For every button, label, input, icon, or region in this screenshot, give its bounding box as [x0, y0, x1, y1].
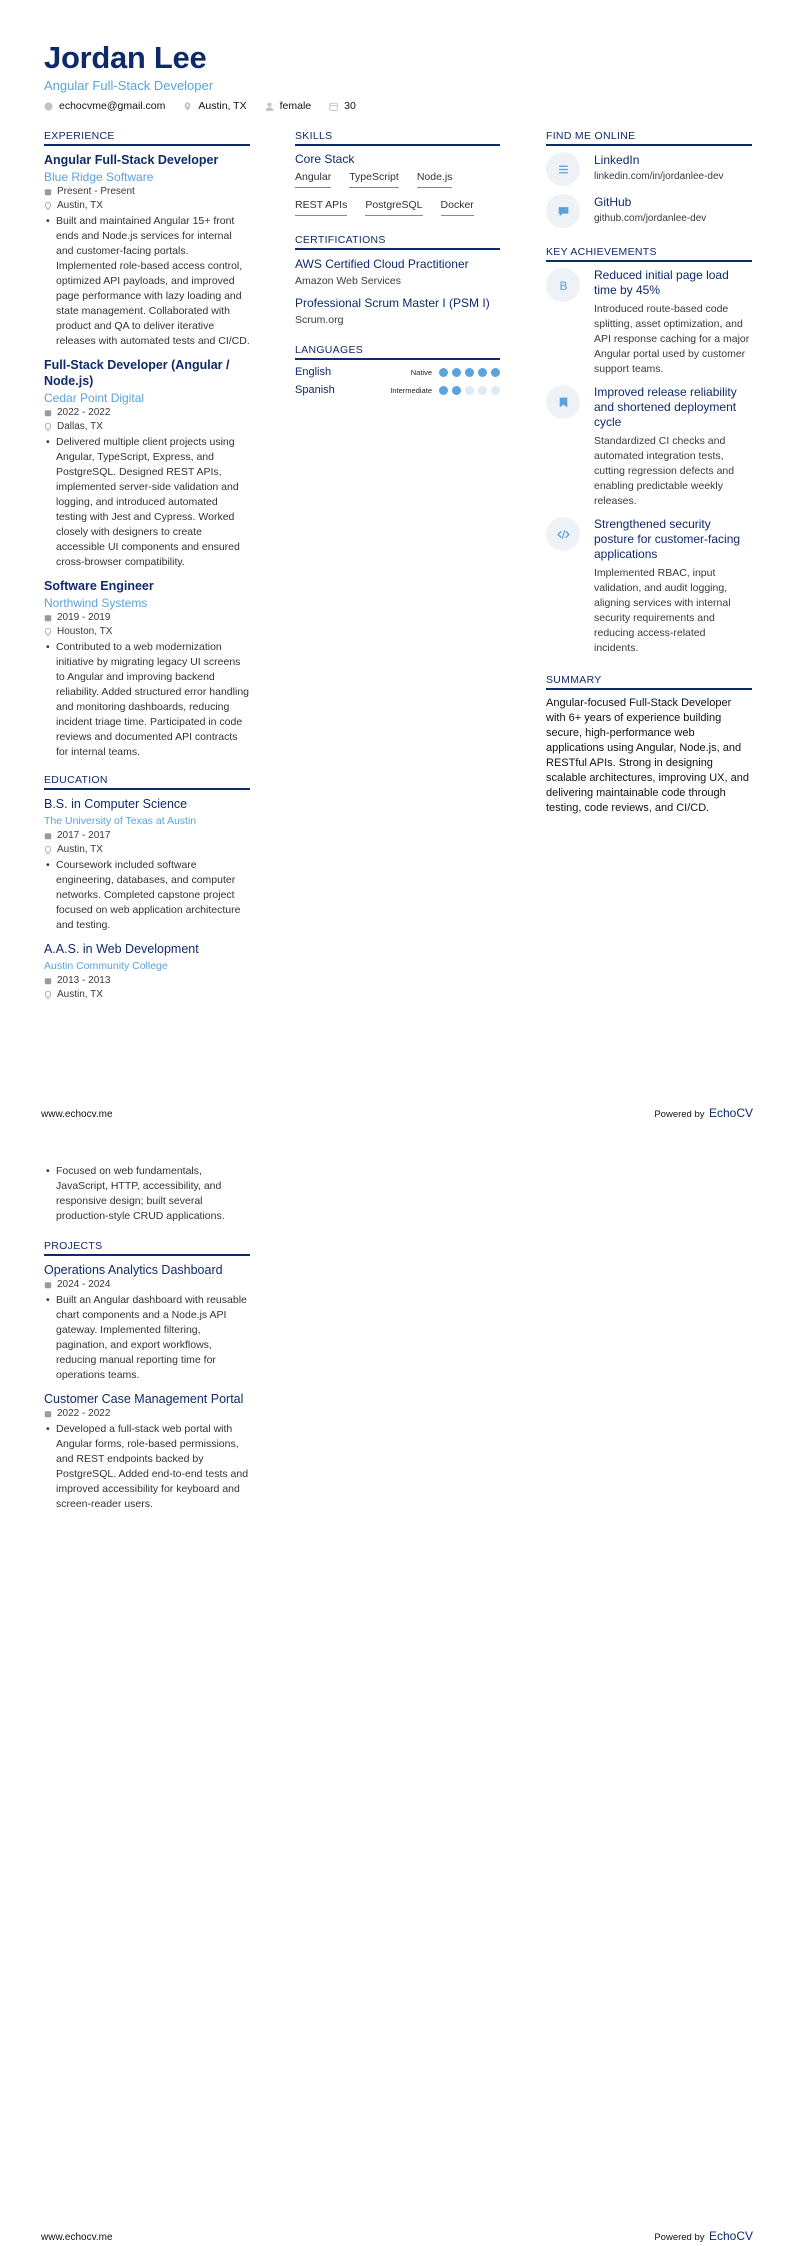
job-title: Angular Full-Stack Developer	[44, 153, 219, 167]
icon-circle	[546, 268, 580, 302]
skill-tag: TypeScript	[349, 170, 399, 188]
dot-filled	[491, 368, 500, 377]
project-dates: 2024 - 2024	[44, 1278, 250, 1292]
education-description: • Coursework included software engineering, databases, and computer networks. Completed capstone project focused on web application architecture and testing.	[44, 858, 250, 933]
project-description: • Developed a full-stack web portal with Angular forms, role-based permissions, and REST endpoints backed by PostgreSQL. Added end-to-end tests and improved accessibility for keyboard and screen-reader users.	[44, 1422, 250, 1512]
experience-entry	[44, 357, 250, 570]
certifications-heading: CERTIFICATIONS	[295, 234, 500, 250]
location-pin-icon	[44, 202, 52, 210]
calendar-icon	[44, 832, 52, 840]
language-name: English	[295, 366, 332, 378]
job-description: • Delivered multiple client projects using Angular, TypeScript, Express, and PostgreSQL. Designed REST APIs, implemented server-side validation and logging, and introduced automated testing with Jest and Cypress. Worked closely with designers to create accessible UI components and ensured cross-browser compatibility.	[44, 435, 250, 570]
gender-text: female	[279, 100, 312, 112]
job-dates: Present - Present	[44, 185, 250, 199]
education-entry	[44, 796, 250, 933]
icon-circle	[546, 152, 580, 186]
candidate-role: Angular Full-Stack Developer	[44, 78, 214, 93]
education-heading: EDUCATION	[44, 774, 250, 790]
letter-b-icon	[557, 279, 570, 292]
languages-heading: LANGUAGES	[295, 344, 500, 360]
job-description: • Contributed to a web modernization initiative by migrating legacy UI screens to Angular and improving backend reliability. Added structured error handling and monitoring dashboards, reducing incident triage time. Participated in code reviews and documented API contracts for internal teams.	[44, 640, 250, 760]
list-icon	[557, 163, 570, 176]
age-text: 30	[344, 100, 356, 112]
summary-heading: SUMMARY	[546, 674, 752, 690]
job-title: Software Engineer	[44, 579, 154, 593]
powered-by-text: Powered by	[654, 2232, 705, 2243]
at-icon	[44, 102, 53, 111]
footer-url[interactable]: www.echocv.me	[41, 1109, 113, 1120]
experience-heading: EXPERIENCE	[44, 130, 250, 146]
bookmark-icon	[557, 396, 570, 409]
calendar-icon	[44, 1281, 52, 1289]
location-pin-icon	[44, 423, 52, 431]
right-column	[546, 130, 752, 816]
education-dates: 2017 - 2017	[44, 829, 250, 843]
calendar-icon	[44, 188, 52, 196]
online-profile-linkedin[interactable]	[546, 152, 752, 186]
achievement-item	[546, 517, 752, 656]
location-pin-icon	[183, 102, 192, 111]
online-heading: FIND ME ONLINE	[546, 130, 752, 146]
resume-page-2	[0, 1123, 794, 2246]
skill-tags	[295, 170, 500, 216]
left-column	[44, 130, 250, 1010]
company-name: Northwind Systems	[44, 596, 148, 610]
candidate-name: Jordan Lee	[44, 40, 207, 75]
project-title: Operations Analytics Dashboard	[44, 1263, 223, 1277]
project-title: Customer Case Management Portal	[44, 1392, 244, 1406]
location-pin-icon	[44, 846, 52, 854]
page-footer	[41, 2227, 753, 2245]
language-level: Intermediate	[390, 385, 432, 395]
email-text: echocvme@gmail.com	[59, 100, 166, 112]
calendar-icon	[44, 1410, 52, 1418]
language-rating	[390, 386, 500, 395]
language-level: Native	[410, 367, 432, 377]
achievements-heading: KEY ACHIEVEMENTS	[546, 246, 752, 262]
left-column-continued	[44, 1163, 250, 1520]
project-entry	[44, 1262, 250, 1383]
achievement-title: Improved release reliability and shortened deployment cycle	[594, 385, 737, 429]
contact-gender	[265, 100, 312, 112]
company-name: Cedar Point Digital	[44, 391, 145, 405]
achievement-title: Strengthened security posture for customer-facing applications	[594, 517, 741, 561]
dot-filled	[452, 368, 461, 377]
chat-icon	[557, 205, 570, 218]
dot-empty	[478, 386, 487, 395]
profile-url[interactable]: linkedin.com/in/jordanlee-dev	[594, 171, 724, 182]
skill-tag: PostgreSQL	[365, 198, 422, 216]
achievement-description: Implemented RBAC, input validation, and audit logging, aligning services with internal security requirements and reducing access-related incidents.	[594, 567, 731, 654]
achievement-item	[546, 385, 752, 509]
education-entry	[44, 941, 250, 1002]
calendar-icon	[44, 977, 52, 985]
degree-title: B.S. in Computer Science	[44, 797, 188, 811]
skill-tag: REST APIs	[295, 198, 347, 216]
school-name: Austin Community College	[44, 960, 168, 972]
calendar-icon	[44, 614, 52, 622]
achievement-description: Standardized CI checks and automated integration tests, cutting regression defects and enabling predictable weekly releases.	[594, 435, 735, 507]
contact-info	[44, 100, 754, 112]
contact-location	[183, 100, 246, 112]
job-dates: 2019 - 2019	[44, 611, 250, 625]
profile-url[interactable]: github.com/jordanlee-dev	[594, 213, 707, 224]
achievement-title: Reduced initial page load time by 45%	[594, 268, 729, 297]
achievement-item	[546, 268, 752, 377]
school-name: The University of Texas at Austin	[44, 815, 197, 827]
project-description: • Built an Angular dashboard with reusable chart components and a Node.js API gateway. Implemented filtering, pagination, and export workflows, reducing manual reporting time for operations teams.	[44, 1293, 250, 1383]
summary-text: Angular-focused Full-Stack Developer with 6+ years of experience building secure, high-performance web applications using Angular, Node.js, and RESTful APIs. Strong in designing scalable architectures, improving UX, and delivering maintainable code through testing, code reviews, and CI/CD.	[546, 697, 749, 814]
powered-by-text: Powered by	[654, 1109, 705, 1120]
profile-name: LinkedIn	[594, 153, 640, 167]
projects-heading: PROJECTS	[44, 1240, 250, 1256]
contact-age	[329, 100, 356, 112]
certification-issuer: Scrum.org	[295, 314, 344, 326]
contact-email[interactable]	[44, 100, 165, 112]
language-rating	[411, 368, 500, 377]
footer-powered	[654, 1104, 753, 1122]
achievement-description: Introduced route-based code splitting, asset optimization, and API response caching for a major Angular portal used by customer support teams.	[594, 303, 750, 375]
icon-circle	[546, 194, 580, 228]
skill-group-title: Core Stack	[295, 152, 355, 166]
education-location: Austin, TX	[44, 988, 250, 1002]
job-location: Austin, TX	[44, 199, 250, 213]
dot-empty	[491, 386, 500, 395]
code-icon	[557, 528, 570, 541]
job-description: • Built and maintained Angular 15+ front ends and Node.js services for internal and customer-facing portals. Implemented role-based access control, optimized API payloads, and improved page performance with lazy loading and state management. Collaborated with product and QA to deliver iterative releases with automated tests and CI/CD.	[44, 214, 250, 349]
brand-name[interactable]: EchoCV	[708, 1106, 753, 1120]
footer-url[interactable]: www.echocv.me	[41, 2232, 113, 2243]
language-row	[295, 366, 500, 378]
icon-circle	[546, 385, 580, 419]
skill-tag: Node.js	[417, 170, 453, 188]
skill-tag: Docker	[441, 198, 474, 216]
brand-name[interactable]: EchoCV	[708, 2229, 753, 2243]
svg-text:B: B	[558, 278, 568, 292]
company-name: Blue Ridge Software	[44, 170, 154, 184]
job-dates: 2022 - 2022	[44, 406, 250, 420]
footer-powered	[654, 2227, 753, 2245]
resume-header	[44, 40, 754, 112]
project-dates: 2022 - 2022	[44, 1407, 250, 1421]
middle-column	[295, 130, 500, 402]
dot-filled	[439, 368, 448, 377]
dot-filled	[452, 386, 461, 395]
dot-filled	[478, 368, 487, 377]
skills-heading: SKILLS	[295, 130, 500, 146]
certification-name: Professional Scrum Master I (PSM I)	[295, 296, 490, 310]
certification-name: AWS Certified Cloud Practitioner	[295, 257, 469, 271]
location-pin-icon	[44, 991, 52, 999]
online-profile-github[interactable]	[546, 194, 752, 228]
icon-circle	[546, 517, 580, 551]
calendar-icon	[329, 102, 338, 111]
job-title: Full-Stack Developer (Angular / Node.js)	[44, 358, 230, 388]
experience-entry	[44, 578, 250, 760]
degree-title: A.A.S. in Web Development	[44, 942, 199, 956]
page-footer	[41, 1104, 753, 1122]
language-row	[295, 384, 500, 396]
skill-tag: Angular	[295, 170, 331, 188]
dot-filled	[439, 386, 448, 395]
education-location: Austin, TX	[44, 843, 250, 857]
calendar-icon	[44, 409, 52, 417]
location-pin-icon	[44, 628, 52, 636]
job-location: Dallas, TX	[44, 420, 250, 434]
proficiency-dots	[439, 386, 500, 395]
language-name: Spanish	[295, 384, 335, 396]
job-location: Houston, TX	[44, 625, 250, 639]
profile-name: GitHub	[594, 195, 632, 209]
location-text: Austin, TX	[198, 100, 247, 112]
proficiency-dots	[439, 368, 500, 377]
experience-entry	[44, 152, 250, 349]
certification-issuer: Amazon Web Services	[295, 275, 402, 287]
dot-filled	[465, 368, 474, 377]
education-description: • Focused on web fundamentals, JavaScript, HTTP, accessibility, and responsive design; built several production-style CRUD applications.	[44, 1164, 250, 1224]
person-icon	[265, 102, 274, 111]
project-entry	[44, 1391, 250, 1512]
dot-empty	[465, 386, 474, 395]
education-dates: 2013 - 2013	[44, 974, 250, 988]
